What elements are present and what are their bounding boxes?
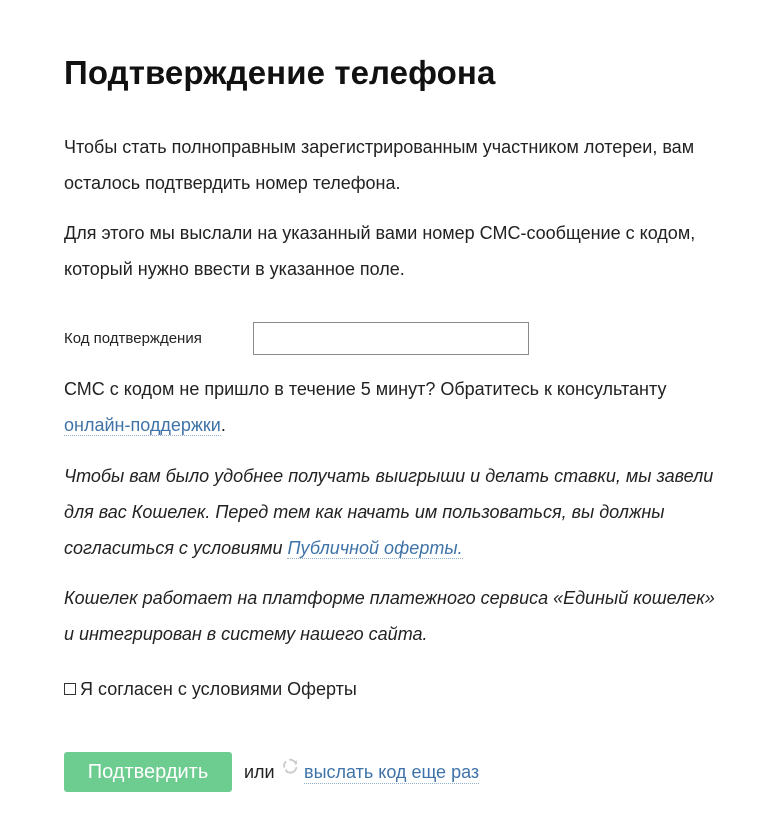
public-offer-link[interactable]: Публичной оферты.	[287, 538, 463, 558]
wallet-info-paragraph-2	[64, 580, 724, 652]
support-text-end: .	[220, 415, 226, 435]
offer-agreement[interactable]	[64, 678, 357, 700]
confirmation-code-label: Код подтверждения	[64, 330, 202, 347]
intro-paragraph-1: Чтобы стать полноправным зарегистрированным участником лотереи, вам осталось подтвердить номер телефона.	[64, 137, 695, 193]
refresh-icon	[281, 757, 299, 775]
intro-paragraph-2: Для этого мы выслали на указанный вами номер СМС-сообщение с кодом, который нужно ввести в указанное поле.	[64, 223, 696, 279]
resend-code-link[interactable]: выслать код еще раз	[304, 762, 480, 782]
support-text: СМС с кодом не пришло в течение 5 минут? Обратитесь к консультанту	[64, 379, 667, 399]
offer-agreement-label[interactable]: Я согласен с условиями Оферты	[80, 678, 357, 699]
or-separator: или	[244, 762, 275, 782]
wallet-integration-text: и интегрирован в систему нашего сайта.	[64, 624, 428, 644]
form-actions	[64, 752, 544, 792]
wallet-platform-text: Кошелек работает на платформе платежного сервиса «Единый кошелек»	[64, 588, 715, 608]
page-title: Подтверждение телефона	[64, 54, 496, 91]
support-paragraph	[64, 371, 724, 443]
confirm-button[interactable]: Подтвердить	[64, 752, 232, 792]
confirmation-code-row	[64, 322, 544, 357]
wallet-info-paragraph-1	[64, 458, 724, 566]
wallet-info-text: Чтобы вам было удобнее получать выигрыши и делать ставки, мы завели для вас Кошелек. Перед тем как начать им пользоваться, вы должны согласиться с условиями	[64, 466, 714, 558]
confirmation-code-input[interactable]	[253, 322, 529, 355]
online-support-link[interactable]: онлайн-поддержки	[64, 415, 221, 435]
offer-agreement-checkbox[interactable]	[64, 683, 76, 695]
